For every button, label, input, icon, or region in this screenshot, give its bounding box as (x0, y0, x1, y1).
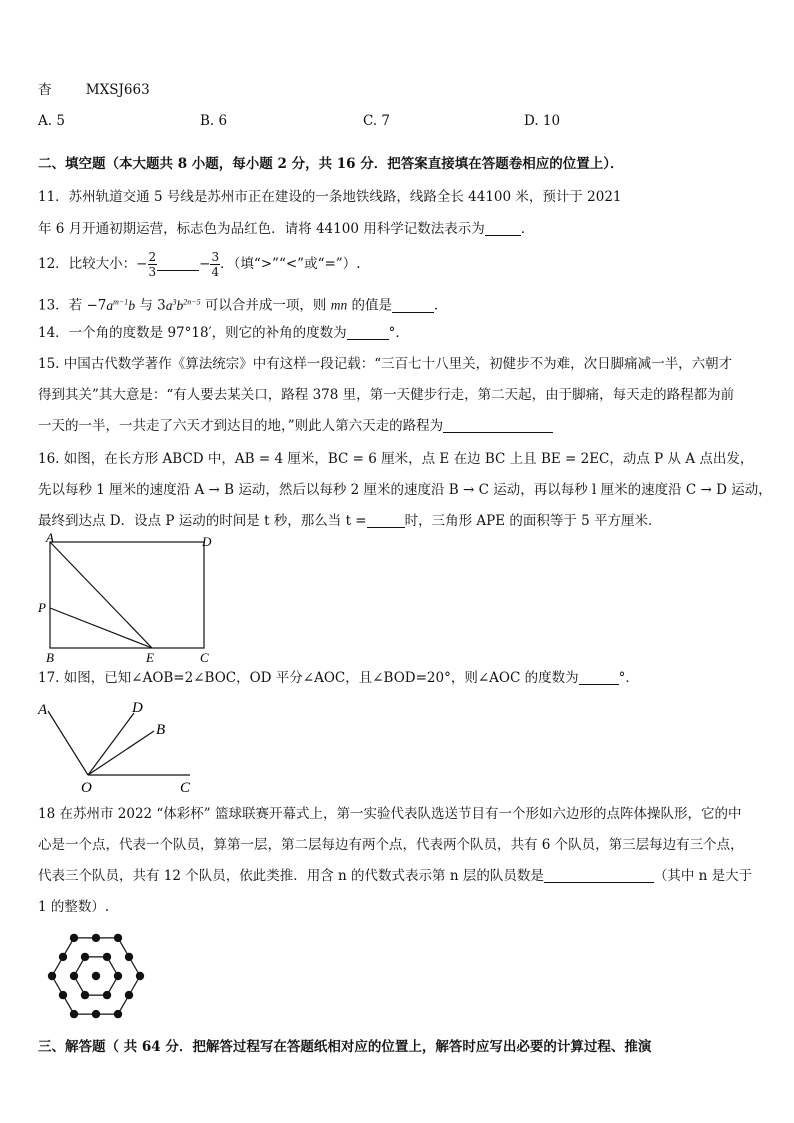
q13-answer-blank[interactable] (392, 298, 434, 313)
q11-end: ． (520, 221, 535, 237)
lattice-dot-layer-2 (103, 991, 111, 999)
label-b: B (46, 650, 54, 665)
lattice-dot-layer-3 (48, 972, 56, 980)
lattice-dot-layer-2 (114, 972, 122, 980)
ray-oa (48, 711, 88, 775)
q18-line4: 1 的整数）. (38, 899, 110, 915)
choice-c: C. 7 (363, 113, 391, 129)
q16-text-b: 时，三角形 APE 的面积等于 5 平方厘米． (404, 513, 662, 529)
lattice-dot-layer-2 (81, 991, 89, 999)
q12-fraction-2: $\frac{3}{4}$ (211, 250, 220, 279)
angle-figure (30, 696, 210, 796)
lattice-dot-layer-3 (92, 934, 100, 942)
lattice-dot-layer-3 (114, 934, 122, 942)
choice-d: D. 10 (524, 113, 561, 129)
q13-text-a: 13．若 −7 (38, 297, 107, 314)
choice-a: A. 5 (38, 113, 65, 129)
q13-text-b: 与 3 (135, 297, 166, 314)
q15-line1: 15. 中国古代数学著作《算法统宗》中有这样一段记载：“三百七十八里关，初健步不为难，次日脚痛减一半，六朝才 (38, 356, 733, 372)
q11-answer-blank[interactable] (485, 221, 521, 236)
ray-od (88, 713, 134, 775)
label-a: A (38, 702, 48, 718)
q12-fraction-1: $\frac{2}{3}$ (148, 250, 157, 279)
label-o: O (81, 780, 92, 796)
lattice-dot-layer-3 (136, 972, 144, 980)
lattice-dot-layer-3 (59, 953, 67, 961)
header-line (38, 80, 764, 100)
q18-text-a: 代表三个队员，共有 12 个队员，依此类推．用含 n 的代数式表示第 n 层的队员数是 (38, 868, 544, 884)
q16-line1: 16. 如图，在长方形 ABCD 中，AB = 4 厘米，BC = 6 厘米，点 E 在边 BC 上且 BE = 2EC，动点 P 从 A 点出发， (38, 451, 754, 467)
q11-text: 年 6 月开通初期运营，标志色为品红色．请将 44100 用科学记数法表示为 (38, 221, 485, 237)
q18-answer-blank[interactable] (544, 868, 654, 883)
lattice-dot-layer-2 (70, 972, 78, 980)
q16-line3 (38, 511, 764, 531)
q15-answer-blank[interactable] (443, 418, 553, 433)
q15-line3 (38, 416, 764, 436)
q17-answer-blank[interactable] (579, 670, 619, 685)
lattice-dot-layer-1 (92, 972, 100, 980)
label-b: B (156, 722, 166, 738)
rectangle-abcd (50, 542, 204, 648)
q13-text-c: 可以合并成一项，则 (200, 297, 331, 314)
q12-prefix: 12．比较大小：− (38, 256, 148, 272)
q18-line3 (38, 866, 764, 886)
label-d: D (132, 700, 143, 716)
label-d: D (202, 534, 212, 549)
label-c: C (200, 650, 209, 665)
label-a: A (46, 532, 54, 545)
q18-line1: 18 在苏州市 2022 “体彩杯” 篮球联赛开幕式上，第一实验代表队选送节目有一个形如六边形的点阵体操队形，它的中 (38, 806, 742, 822)
segment-pe (50, 608, 152, 648)
q12-minus: − (199, 256, 211, 272)
q13-line: 13．若 $-7a^{m-1}b$ 与 $3a^3b^{2n-5}$ 可以合并成一项，则 mn 的值是 ． (38, 297, 448, 314)
label-p: P (38, 600, 46, 615)
lattice-dot-layer-3 (59, 991, 67, 999)
q17-line (38, 668, 764, 688)
q17-text: 17. 如图，已知∠AOB=2∠BOC，OD 平分∠AOC，且∠BOD=20°，则∠AOC 的度数为 (38, 670, 579, 686)
q14-end: °． (388, 325, 409, 341)
lattice-dot-layer-3 (92, 1010, 100, 1018)
hexagon-dot-figure (30, 922, 160, 1030)
lattice-dot-layer-3 (125, 953, 133, 961)
q18-line2: 心是一个点，代表一个队员，算第一层，第二层每边有两个点，代表两个队员，共有 6 个队员，第三层每边有三个点， (38, 837, 744, 853)
q16-answer-blank[interactable] (367, 513, 405, 528)
q14-answer-blank[interactable] (347, 325, 389, 340)
q15-line2: 得到其关”其大意是：“有人要去某关口，路程 378 里，第一天健步行走，第二天起，由于脚痛，每天走的路程都为前 (38, 387, 735, 403)
q18-text-b: （其中 n 是大于 (653, 868, 753, 884)
ray-ob (88, 731, 154, 775)
q11-line1: 11．苏州轨道交通 5 号线是苏州市正在建设的一条地铁线路，线路全长 44100 米，预计于 2021 (38, 189, 622, 205)
lattice-dot-layer-3 (70, 934, 78, 942)
section3-title: 三、解答题（ 共 64 分．把解答过程写在答题纸相对应的位置上，解答时应写出必要的计算过程、推演 (38, 1039, 652, 1055)
q14-line (38, 323, 764, 343)
q16-line2: 先以每秒 1 厘米的速度沿 A → B 运动，然后以每秒 2 厘米的速度沿 B → C 运动，再以每秒 l 厘米的速度沿 C → D 运动， (38, 482, 772, 498)
q11-line2 (38, 219, 764, 239)
header-char: 杳 (38, 82, 52, 98)
label-c: C (180, 780, 191, 796)
section2-title: 二、填空题（本大题共 8 小题，每小题 2 分，共 16 分．把答案直接填在答题卷相应的位置上）． (38, 156, 624, 172)
q13-text-d: 的值是 (347, 297, 393, 314)
lattice-dot-layer-2 (81, 953, 89, 961)
q12-line (38, 250, 764, 279)
q17-end: °． (618, 670, 639, 686)
lattice-dot-layer-3 (70, 1010, 78, 1018)
q13-end: ． (434, 297, 448, 314)
q12-suffix: ．（填“>”“<”或“=”）. (220, 256, 361, 272)
q14-text: 14．一个角的度数是 97°18′，则它的补角的度数为 (38, 325, 347, 341)
segment-ae (50, 542, 152, 648)
q12-answer-blank[interactable] (157, 256, 199, 271)
q13-mn: mn (330, 297, 348, 313)
lattice-dot-layer-3 (114, 1010, 122, 1018)
q15-text: 一天的一半，一共走了六天才到达目的地，”则此人第六天走的路程为 (38, 418, 444, 434)
doc-code: MXSJ663 (85, 82, 150, 98)
label-e: E (146, 650, 154, 665)
lattice-dot-layer-3 (125, 991, 133, 999)
choice-b: B. 6 (200, 113, 228, 129)
q16-text-a: 最终到达点 D．设点 P 运动的时间是 t 秒，那么当 t = (38, 513, 367, 529)
rectangle-figure (30, 532, 230, 667)
lattice-dot-layer-2 (103, 953, 111, 961)
